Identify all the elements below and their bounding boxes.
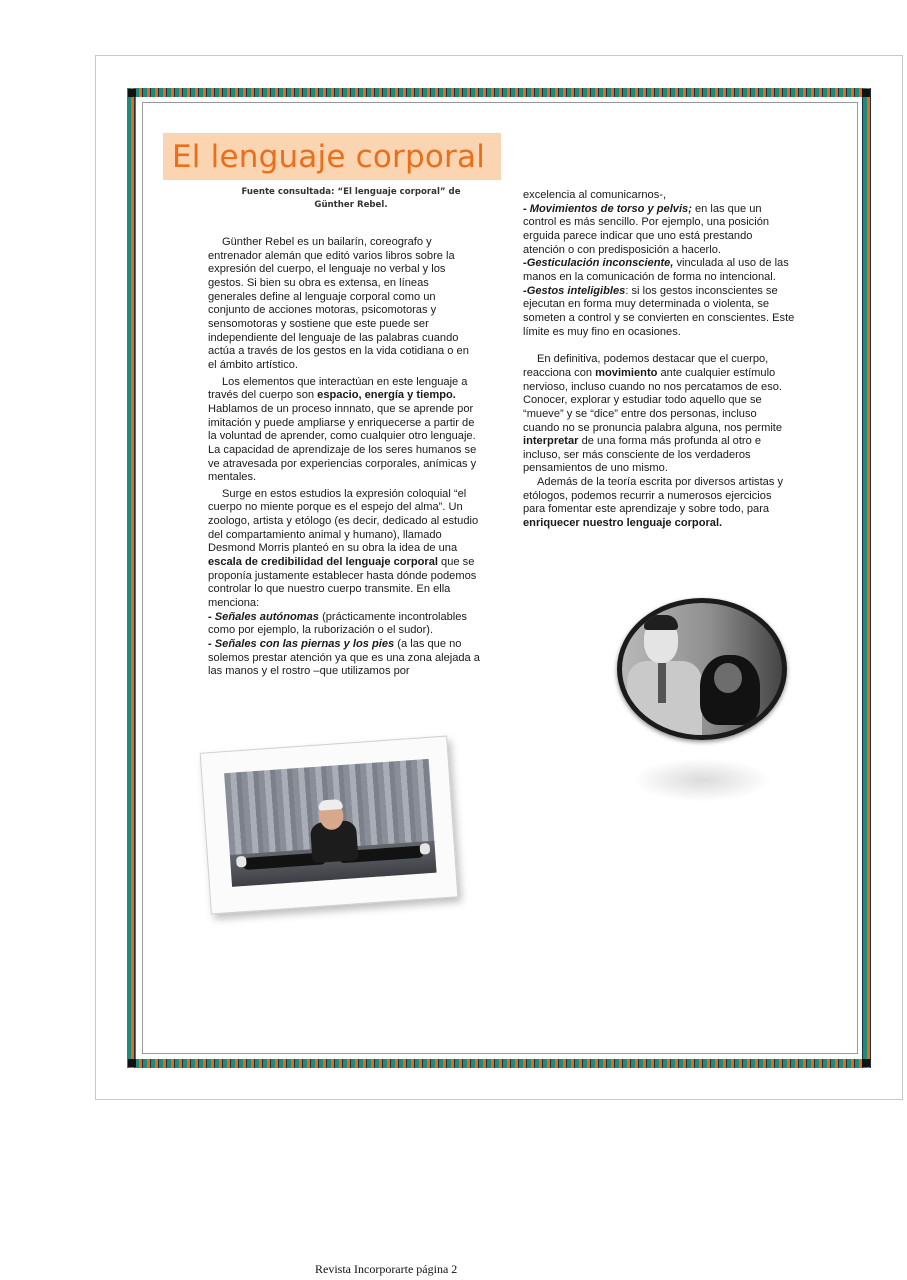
man-tie	[658, 663, 666, 703]
figure-hair	[318, 799, 343, 811]
border-corner	[128, 89, 136, 97]
man-hair	[644, 615, 678, 630]
photo-image	[622, 603, 782, 735]
paragraph: En definitiva, podemos destacar que el cuerpo, reacciona con movimiento ante cualquier estímulo nervioso, incluso cuando no nos percatamos de eso. Conocer, explorar y estudiar todo aquello que se “mueve” y se “dice” entre dos personas, incluso cuando no se pronuncia palabra alguna, nos permite interpretar de una forma más profunda al otro e incluso, ser más consciente de los verdaderos pensamientos de uno mismo.	[523, 353, 783, 475]
list-term: - Movimientos de torso y pelvis;	[523, 202, 692, 215]
paragraph: Además de la teoría escrita por diversos artistas y etólogos, podemos recurrir a numerosos ejercicios para fomentar este aprendizaje y sobre todo, para enriquecer nuestro lenguaje corporal.	[523, 476, 784, 530]
border-corner	[862, 1059, 870, 1067]
border-corner	[128, 1059, 136, 1067]
list-term: -Gesticulación inconsciente,	[523, 257, 674, 270]
list-term: - Señales autónomas	[208, 610, 319, 623]
figure-shoe	[420, 843, 431, 855]
article-title: El lenguaje corporal	[172, 139, 486, 175]
paragraph: Surge en estos estudios la expresión coloquial “el cuerpo no miente porque es el espejo del alma”. Un zoologo, artista y etólogo (es decir, dedicado al estudio del compartamiento animal y humano), llamado Desmond Morris planteó en su obra la idea de una escala de credibilidad del lenguaje corporal que se proponía justamente establecer hasta dónde podemos controlar lo que nuestro cuerpo transmite. En ella menciona:	[208, 487, 479, 610]
list-item: -Gesticulación inconsciente, vinculada al uso de las manos en la comunicación de forma no intencional.	[523, 257, 789, 283]
right-column	[523, 189, 795, 531]
photo-image	[224, 759, 436, 887]
photo-shadow	[632, 758, 772, 802]
emphasis: enriquecer nuestro lenguaje corporal.	[523, 517, 723, 530]
list-item: -Gestos inteligibles: si los gestos inconscientes se ejecutan en forma muy determinada o violenta, se someten a control y se convierten en conscientes. Este límite es muy fino en ocasiones.	[523, 284, 795, 338]
page-footer: Revista Incorporarte página 2	[315, 1262, 458, 1276]
paragraph: Los elementos que interactúan en este lenguaje a través del cuerpo son espacio, energía y tiempo. Hablamos de un proceso innnato, que se aprende por imitación y puede ampliarse y enriquecerse a partir de la voluntad de aprender, como cualquier otro lenguaje. La capacidad de aprendizaje de los seres humanos se ve atravesada por experiencias corporales, anímicas y mentales.	[208, 375, 477, 484]
border-corner	[862, 89, 870, 97]
article-source: Fuente consultada: “El lenguaje corporal” de Günther Rebel.	[241, 187, 461, 210]
emphasis: espacio, energía y tiempo.	[317, 389, 456, 402]
photo-man-with-chimpanzee	[617, 598, 787, 740]
paragraph: Günther Rebel es un bailarín, coreografo y entrenador alemán que editó varios libros sobre la expresión del cuerpo, el lenguaje no verbal y los gestos. Si bien su obra es extensa, en líneas generales define al lenguaje corporal como un conjunto de acciones motoras, psicomotoras y sensomotoras y sostiene que este puede ser independiente del lenguaje de las palabras cuando actúa a través de los gestos en la vida cotidiana o en el ámbito artístico.	[208, 236, 469, 371]
paragraph: excelencia al comunicarnos-,	[523, 189, 667, 201]
emphasis: movimiento	[595, 366, 658, 379]
list-item: - Señales autónomas (prácticamente incontrolables como por ejemplo, la ruborización o el sudor).	[208, 610, 467, 637]
list-term: - Señales con las piernas y los pies	[208, 638, 395, 651]
emphasis: escala de credibilidad del lenguaje corporal	[208, 556, 438, 569]
list-item: - Movimientos de torso y pelvis; en las que un control es más sencillo. Por ejemplo, una posición erguida parece indicar que uno está prestando atención o con predisposición a hacerlo.	[523, 202, 770, 256]
left-column	[208, 236, 480, 679]
list-term: -Gestos inteligibles	[523, 284, 626, 297]
figure-shoe	[236, 856, 247, 868]
list-item: - Señales con las piernas y los pies (a las que no solemos prestar atención ya que es una zona alejada a las manos y el rostro –que utilizamos por	[208, 638, 480, 678]
chimpanzee-face	[714, 663, 742, 693]
emphasis: interpretar	[523, 435, 579, 448]
photo-dancer-splits	[200, 736, 459, 915]
